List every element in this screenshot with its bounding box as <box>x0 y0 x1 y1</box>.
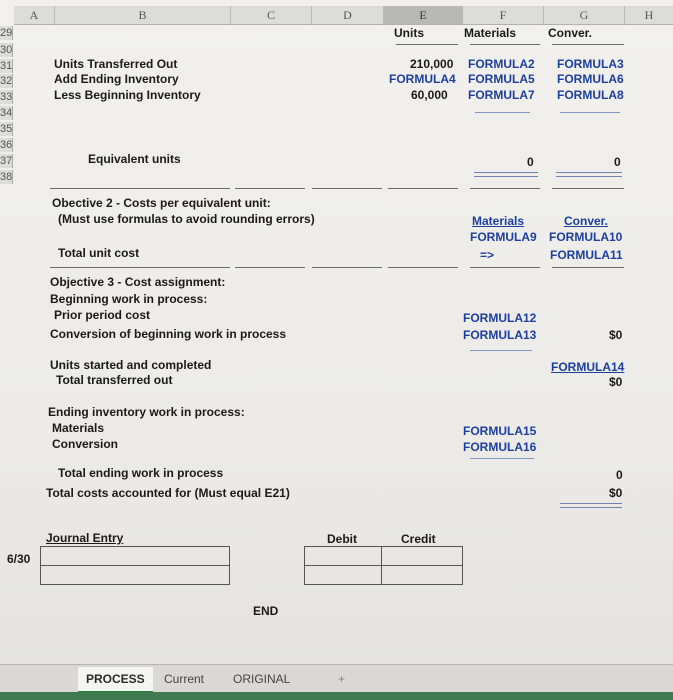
objective-3-title: Objective 3 - Cost assignment: <box>50 275 226 289</box>
add-ending-materials: FORMULA5 <box>468 72 535 86</box>
equivalent-materials-value: 0 <box>527 155 534 169</box>
header-underline <box>470 44 540 45</box>
section-divider <box>552 267 624 268</box>
units-header: Units <box>394 26 424 40</box>
started-completed-label: Units started and completed <box>50 358 212 372</box>
less-beginning-materials: FORMULA7 <box>468 88 535 102</box>
section-divider <box>470 267 540 268</box>
objective-2-title: Obective 2 - Costs per equivalent unit: <box>52 196 271 210</box>
transferred-out-label: Total transferred out <box>56 373 173 387</box>
ending-wip-title: Ending inventory work in process: <box>48 405 245 419</box>
beginning-wip-title: Beginning work in process: <box>50 292 208 306</box>
section-divider <box>470 188 540 189</box>
add-ending-label: Add Ending Inventory <box>54 72 179 86</box>
row-number[interactable]: 30 <box>0 44 13 56</box>
equivalent-units-label: Equivalent units <box>88 152 181 166</box>
section-divider <box>50 267 230 268</box>
row-number[interactable]: 35 <box>0 123 13 135</box>
total-ending-wip-label: Total ending work in process <box>58 466 224 480</box>
credit-header: Credit <box>401 532 436 546</box>
row-number[interactable]: 36 <box>0 139 13 151</box>
column-header-c[interactable]: C <box>231 6 312 25</box>
subtotal-line <box>475 112 530 113</box>
units-transferred-conversion: FORMULA3 <box>557 57 624 71</box>
column-header-h[interactable]: H <box>625 6 673 25</box>
arrow-indicator: => <box>480 248 495 262</box>
add-ending-conversion: FORMULA6 <box>557 72 624 86</box>
subtotal-line <box>470 458 534 459</box>
tab-original[interactable]: ORIGINAL <box>233 672 291 686</box>
conversion-header: Conver. <box>548 26 593 40</box>
subtotal-line <box>560 112 620 113</box>
row-number[interactable]: 34 <box>0 107 13 119</box>
ending-conversion-label: Conversion <box>52 437 119 451</box>
row-number[interactable]: 38 <box>0 171 13 183</box>
objective-2-note: (Must use formulas to avoid rounding errors) <box>58 212 315 226</box>
units-transferred-units: 210,000 <box>410 57 454 71</box>
total-ending-wip-value: 0 <box>616 468 623 482</box>
ending-materials-label: Materials <box>52 421 105 435</box>
column-header-d[interactable]: D <box>312 6 384 25</box>
ending-materials-value: FORMULA15 <box>463 424 537 438</box>
tab-process[interactable]: PROCESS <box>78 667 153 693</box>
materials-header: Materials <box>464 26 517 40</box>
double-underline <box>560 503 622 508</box>
section-divider <box>50 188 230 189</box>
section-divider <box>388 267 458 268</box>
row-number[interactable]: 32 <box>0 75 13 87</box>
obj2-materials-header: Materials <box>472 214 525 228</box>
section-divider <box>312 188 382 189</box>
debit-header: Debit <box>327 532 357 546</box>
column-header-a[interactable]: A <box>14 6 55 25</box>
transferred-out-value: $0 <box>609 375 623 389</box>
tab-current[interactable]: Current <box>164 672 205 686</box>
double-underline <box>474 172 538 177</box>
section-divider <box>235 188 305 189</box>
less-beginning-units: 60,000 <box>411 88 448 102</box>
section-divider <box>388 188 458 189</box>
obj2-conversion-header: Conver. <box>564 214 609 228</box>
status-bar <box>0 692 673 700</box>
journal-entry-title: Journal Entry <box>46 531 124 545</box>
add-ending-units: FORMULA4 <box>389 72 456 86</box>
total-accounted-value: $0 <box>609 486 623 500</box>
journal-debit-input-1[interactable] <box>304 546 382 566</box>
less-beginning-conversion: FORMULA8 <box>557 88 624 102</box>
subtotal-line <box>470 350 532 351</box>
row-number[interactable]: 37 <box>0 155 13 167</box>
row-number[interactable]: 31 <box>0 60 13 72</box>
journal-account-input-1[interactable] <box>40 546 230 566</box>
header-underline <box>552 44 624 45</box>
section-divider <box>235 267 305 268</box>
units-transferred-label: Units Transferred Out <box>54 57 178 71</box>
end-label: END <box>253 604 279 618</box>
equivalent-conversion-value: 0 <box>614 155 621 169</box>
journal-credit-input-1[interactable] <box>381 546 463 566</box>
column-header-f[interactable]: F <box>463 6 544 25</box>
add-sheet-icon[interactable]: + <box>338 672 346 686</box>
total-unit-cost-label: Total unit cost <box>58 246 140 260</box>
double-underline <box>556 172 622 177</box>
prior-period-label: Prior period cost <box>54 308 151 322</box>
column-header-e[interactable]: E <box>384 6 463 25</box>
header-underline <box>396 44 458 45</box>
prior-period-value: FORMULA12 <box>463 311 537 325</box>
total-accounted-label: Total costs accounted for (Must equal E21) <box>46 486 290 500</box>
conversion-begin-label: Conversion of beginning work in process <box>50 327 287 341</box>
section-divider <box>552 188 624 189</box>
journal-account-input-2[interactable] <box>40 565 230 585</box>
journal-credit-input-2[interactable] <box>381 565 463 585</box>
column-header-b[interactable]: B <box>55 6 231 25</box>
column-header-g[interactable]: G <box>544 6 625 25</box>
row-number[interactable]: 29 <box>0 27 13 39</box>
conversion-begin-total: $0 <box>609 328 623 342</box>
obj2-conversion-value: FORMULA10 <box>549 230 623 244</box>
journal-debit-input-2[interactable] <box>304 565 382 585</box>
section-divider <box>312 267 382 268</box>
started-completed-value: FORMULA14 <box>551 360 625 374</box>
row-number[interactable]: 33 <box>0 91 13 103</box>
conversion-begin-value: FORMULA13 <box>463 328 537 342</box>
less-beginning-label: Less Beginning Inventory <box>54 88 201 102</box>
sheet-tab-bar <box>0 664 673 693</box>
units-transferred-materials: FORMULA2 <box>468 57 535 71</box>
obj2-materials-value: FORMULA9 <box>470 230 537 244</box>
total-unit-cost-value: FORMULA11 <box>550 248 623 262</box>
journal-date: 6/30 <box>7 552 31 566</box>
ending-conversion-value: FORMULA16 <box>463 440 537 454</box>
